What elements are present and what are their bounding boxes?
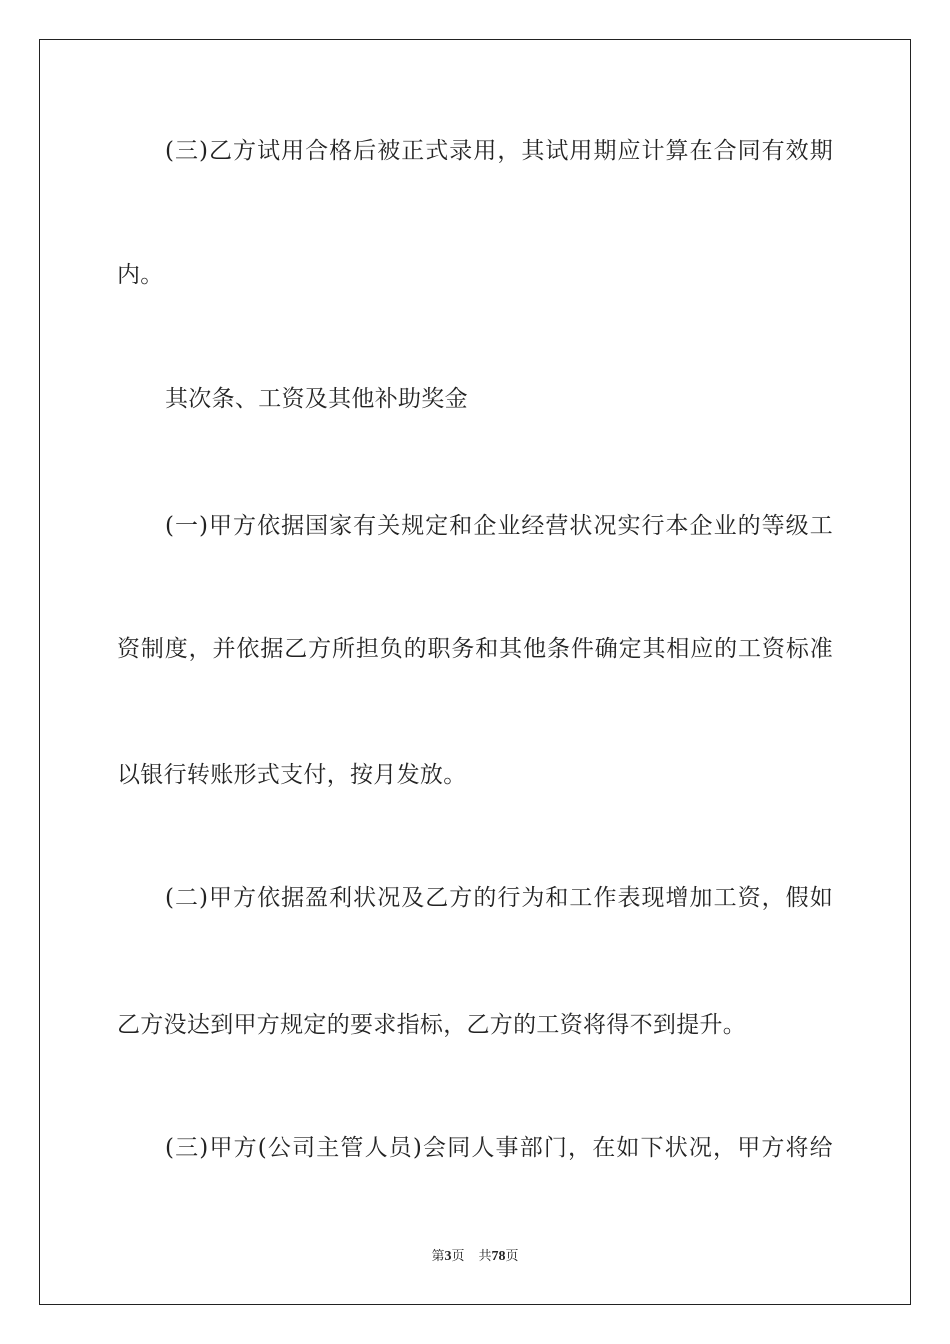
section-heading: 其次条、工资及其他补助奖金	[165, 386, 468, 412]
paragraph-line: 乙方没达到甲方规定的要求指标，乙方的工资将得不到提升。	[117, 1012, 747, 1038]
total-pages: 78	[491, 1249, 506, 1264]
paragraph-line: (三)甲方(公司主管人员)会同人事部门，在如下状况，甲方将给	[165, 1135, 833, 1161]
page-frame	[39, 39, 911, 1305]
page-prefix: 第	[431, 1249, 445, 1264]
paragraph-line: 以银行转账形式支付，按月发放。	[117, 762, 467, 788]
page-suffix: 页	[451, 1249, 465, 1264]
total-suffix: 页	[505, 1249, 519, 1264]
page-footer	[0, 1245, 950, 1265]
paragraph-line: 资制度，并依据乙方所担负的职务和其他条件确定其相应的工资标准	[117, 636, 833, 662]
total-prefix: 共	[478, 1249, 492, 1264]
page-number: 3	[444, 1249, 452, 1264]
paragraph-line: (三)乙方试用合格后被正式录用，其试用期应计算在合同有效期	[165, 138, 833, 164]
paragraph-line: (二)甲方依据盈利状况及乙方的行为和工作表现增加工资，假如	[165, 885, 833, 911]
paragraph-line: 内。	[117, 262, 164, 288]
paragraph-line: (一)甲方依据国家有关规定和企业经营状况实行本企业的等级工	[165, 513, 833, 539]
